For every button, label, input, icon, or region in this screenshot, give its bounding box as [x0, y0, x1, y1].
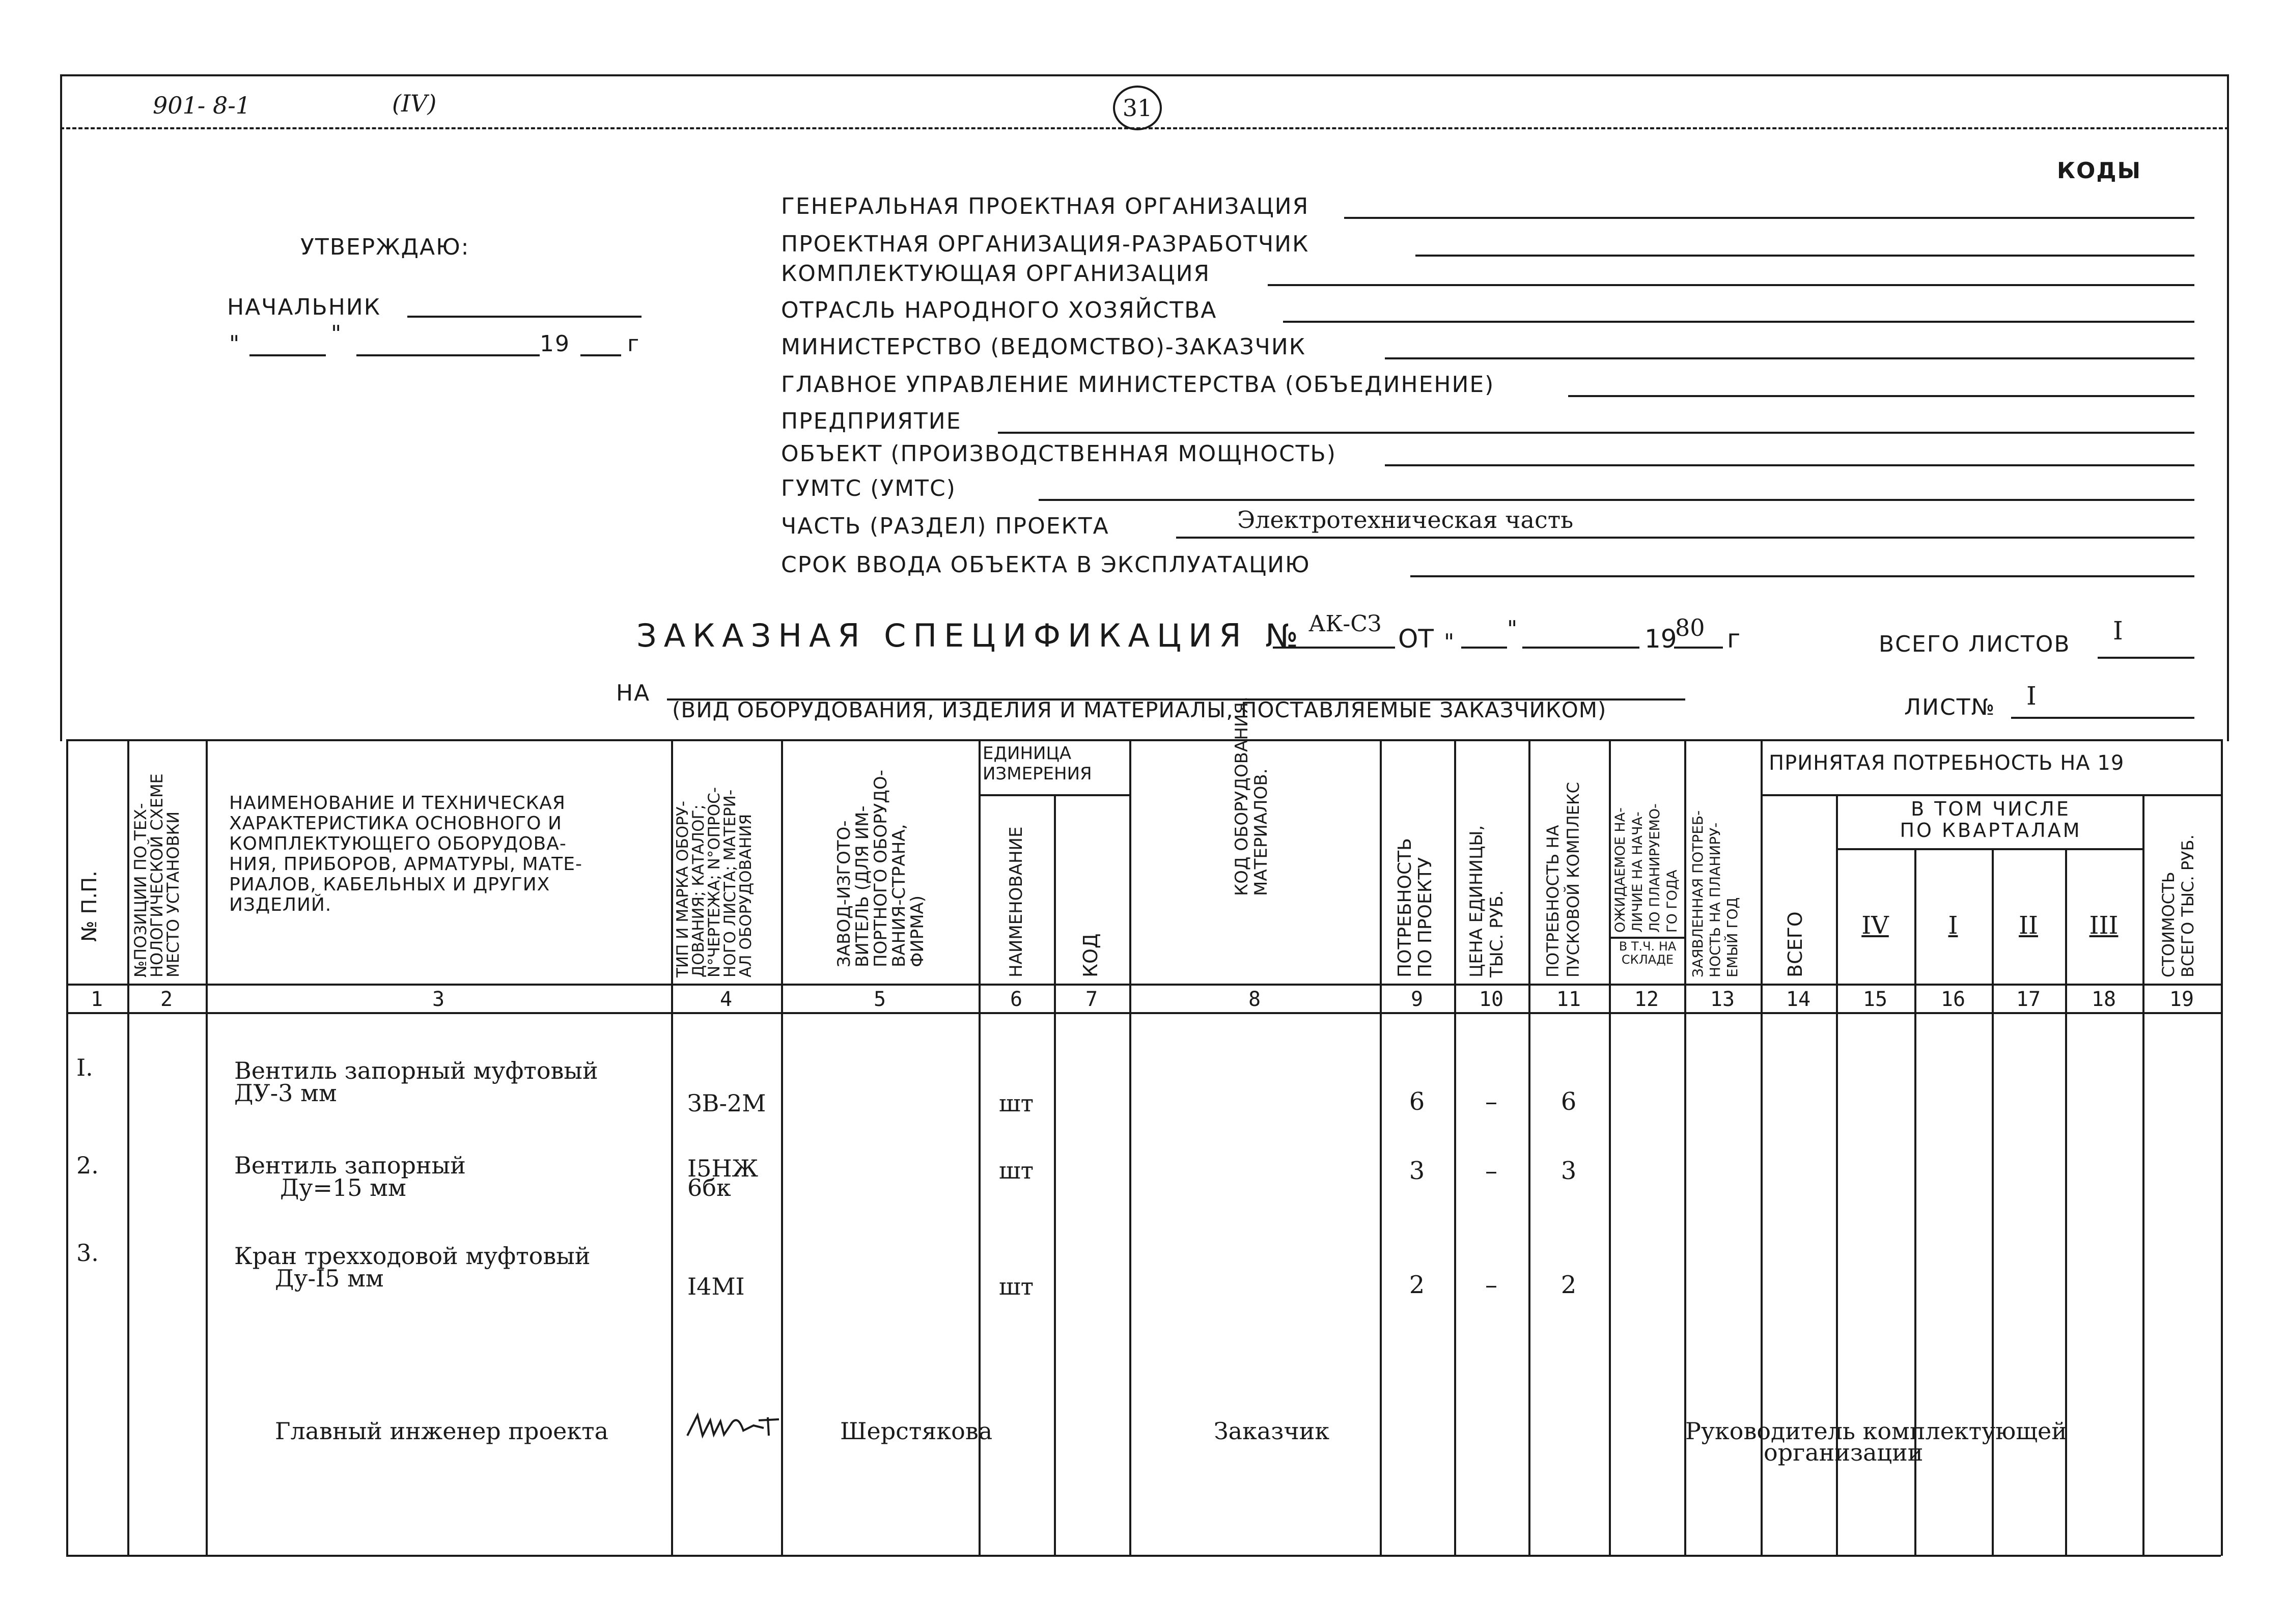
row-unit: шт: [998, 1273, 1034, 1300]
col-header-unit: ЕДИНИЦА ИЗМЕРЕНИЯ: [983, 743, 1092, 784]
col-header-12: ОЖИДАЕМОЕ НА- ЛИЧИЕ НА НАЧА- ЛО ПЛАНИРУЕМО- ГО ГОДА: [1612, 803, 1680, 933]
volume-code: (IV): [392, 90, 437, 117]
field-general-org-label: ГЕНЕРАЛЬНАЯ ПРОЕКТНАЯ ОРГАНИЗАЦИЯ: [781, 193, 1309, 219]
row-type-line2: 6бк: [687, 1174, 731, 1201]
col-number: 19: [2169, 988, 2194, 1011]
field-commission-label: СРОК ВВОДА ОБЪЕКТА В ЭКСПЛУАТАЦИЮ: [781, 552, 1311, 578]
signature-name: Шерстякова: [840, 1417, 993, 1445]
row-number: I.: [76, 1054, 93, 1081]
row-need: 3: [1409, 1157, 1425, 1185]
col-header-11: ПОТРЕБНОСТЬ НА ПУСКОВОЙ КОМПЛЕКС: [1543, 782, 1583, 977]
field-object-line: [1385, 464, 2194, 466]
page-number: 31: [1113, 86, 1162, 130]
chief-label: НАЧАЛЬНИК: [227, 294, 381, 320]
col-header-14: ВСЕГО: [1784, 911, 1806, 977]
signature-scribble: [682, 1410, 820, 1446]
col-number: 2: [160, 988, 173, 1011]
col-line-10: [1528, 739, 1530, 1556]
field-enterprise-label: ПРЕДПРИЯТИЕ: [781, 408, 962, 434]
col-line-11: [1609, 739, 1611, 1556]
supply-head-line1: Руководитель комплектующей: [1685, 1417, 2067, 1445]
field-industry-label: ОТРАСЛЬ НАРОДНОГО ХОЗЯЙСТВА: [781, 297, 1217, 323]
col-header-13: ЗАЯВЛЕННАЯ ПОТРЕБ- НОСТЬ НА ПЛАНИРУ- ЕМЫЙ ГОД: [1689, 810, 1741, 977]
approve-label: УТВЕРЖДАЮ:: [300, 234, 470, 260]
col-header-4: ТИП И МАРКА ОБОРУ- ДОВАНИЯ; КАТАЛОГ; N°ЧЕРТЕЖА; N°ОПРОС- НОГО ЛИСТА; МАТЕРИ- АЛ ОБОРУДОВАНИЯ: [674, 787, 755, 977]
col-header-9: ПОТРЕБНОСТЬ ПО ПРОЕКТУ: [1395, 838, 1436, 977]
col-number: 4: [719, 988, 733, 1011]
col-number: 16: [1940, 988, 1966, 1011]
col-header-6: НАИМЕНОВАНИЕ: [1006, 826, 1026, 977]
col-header-12-sub: В Т.Ч. НА СКЛАДЕ: [1619, 939, 1677, 967]
table-numbers-bottom: [66, 1012, 2221, 1014]
col-header-19: СТОИМОСТЬ ВСЕГО ТЫС. РУБ.: [2159, 834, 2197, 977]
field-commission-line: [1410, 575, 2194, 577]
spec-year: 80: [1675, 614, 1705, 641]
field-project-part-line: [1176, 537, 2194, 539]
col-number: 10: [1479, 988, 1504, 1011]
col-header-15: I: [1948, 911, 1958, 940]
spec-title: ЗАКАЗНАЯ СПЕЦИФИКАЦИЯ №: [636, 617, 1305, 654]
stock-divider: [1609, 937, 1684, 939]
row-unit: шт: [998, 1089, 1034, 1117]
field-object-label: ОБЪЕКТ (ПРОИЗВОДСТВЕННАЯ МОЩНОСТЬ): [781, 441, 1336, 467]
field-supply-org-label: КОМПЛЕКТУЮЩАЯ ОРГАНИЗАЦИЯ: [781, 261, 1211, 287]
field-gumts-line: [1039, 499, 2194, 501]
total-sheets-value: I: [2113, 616, 2123, 646]
codes-label: КОДЫ: [2057, 158, 2142, 184]
col-header-16: II: [2019, 911, 2038, 940]
date-year-line: [580, 354, 621, 356]
field-industry-line: [1283, 321, 2194, 323]
table-header-bottom: [66, 984, 2221, 986]
col-number: 12: [1634, 988, 1659, 1011]
row-number: 3.: [76, 1239, 99, 1267]
col-line-9: [1454, 739, 1456, 1556]
row-name-line2: Ду=15 мм: [280, 1174, 406, 1201]
spec-quote-close: ": [1507, 616, 1518, 642]
col-header-17: III: [2089, 911, 2119, 940]
frame-left-upper: [60, 74, 62, 741]
frame-right-upper: [2227, 74, 2229, 741]
field-ministry-label: МИНИСТЕРСТВО (ВЕДОМСТВО)-ЗАКАЗЧИК: [781, 334, 1306, 360]
row-need: 6: [1409, 1087, 1425, 1116]
spec-month-line: [1522, 647, 1639, 649]
row-name-line1: Вентиль запорный: [234, 1152, 466, 1179]
spec-year-line: [1674, 647, 1723, 649]
table-top-border: [66, 739, 2221, 741]
col-number: 7: [1085, 988, 1098, 1011]
col-header-7: КОД: [1079, 933, 1102, 977]
col-line-2: [206, 739, 208, 1556]
chief-engineer-label: Главный инженер проекта: [275, 1417, 609, 1445]
row-name-line2: Ду-I5 мм: [275, 1265, 384, 1292]
col-line-18: [2142, 794, 2144, 1556]
field-gumts-label: ГУМТС (УМТС): [781, 475, 956, 501]
row-type: I4МI: [687, 1273, 745, 1300]
date-quote-open: ": [229, 331, 241, 357]
col-header-2: №ПОЗИЦИИ ПО ТЕХ- НОЛОГИЧЕСКОЙ СХЕМЕ МЕСТО УСТАНОВКИ: [131, 773, 183, 977]
chief-line: [407, 316, 642, 318]
col-number: 11: [1556, 988, 1581, 1011]
col-line-16: [1992, 848, 1994, 1556]
row-number: 2.: [76, 1152, 99, 1179]
col-line-1: [127, 739, 129, 1556]
date-year-suffix: г: [627, 331, 640, 357]
col-number: 9: [1410, 988, 1424, 1011]
frame-top: [60, 74, 2229, 76]
date-quote-close: ": [331, 321, 343, 347]
col-header-18: IV: [1861, 911, 1889, 940]
col-line-17: [2065, 848, 2067, 1556]
col-header-3: НАИМЕНОВАНИЕ И ТЕХНИЧЕСКАЯ ХАРАКТЕРИСТИКА ОСНОВНОГО И КОМПЛЕКТУЮЩЕГО ОБОРУДОВА- НИЯ, ПРИБОРОВ, АРМАТУРЫ, МАТЕ- РИАЛОВ, КАБЕЛЬНЫХ И ДРУГИХ ИЗДЕЛИЙ.: [229, 793, 582, 915]
col-header-8: КОД ОБОРУДОВАНИЯ, МАТЕРИАЛОВ.: [1232, 696, 1271, 896]
quarters-divider: [1836, 848, 2142, 850]
row-name-line2: ДУ-3 мм: [234, 1079, 337, 1107]
spec-number: АК-СЗ: [1308, 611, 1382, 637]
col-number: 1: [90, 988, 103, 1011]
field-project-part-label: ЧАСТЬ (РАЗДЕЛ) ПРОЕКТА: [781, 513, 1109, 539]
col-number: 13: [1710, 988, 1735, 1011]
field-project-part-value: Электротехническая часть: [1237, 506, 1574, 534]
spec-quote-open: ": [1444, 629, 1455, 655]
field-developer-org-label: ПРОЕКТНАЯ ОРГАНИЗАЦИЯ-РАЗРАБОТЧИК: [781, 231, 1309, 257]
col-line-19: [2221, 739, 2223, 1556]
row-price: –: [1485, 1271, 1497, 1299]
col-number: 5: [873, 988, 886, 1011]
field-enterprise-line: [998, 432, 2194, 434]
sheet-value: I: [2026, 681, 2037, 711]
date-day-line: [249, 354, 326, 356]
row-name-line1: Кран трехходовой муфтовый: [234, 1242, 591, 1270]
col-header-accepted: ПРИНЯТАЯ ПОТРЕБНОСТЬ НА 19: [1769, 751, 2125, 775]
table-bottom-border: [66, 1555, 2221, 1557]
col-number: 17: [2016, 988, 2041, 1011]
col-line-6: [1054, 794, 1056, 1556]
row-unit: шт: [998, 1157, 1034, 1184]
col-line-7: [1129, 739, 1131, 1556]
row-price: –: [1485, 1157, 1497, 1185]
row-type: I5НЖ: [687, 1155, 759, 1182]
field-main-dept-line: [1568, 395, 2194, 397]
row-type: ЗВ-2М: [687, 1089, 766, 1117]
row-name-line1: Вентиль запорный муфтовый: [234, 1057, 598, 1084]
field-developer-org-line: [1415, 255, 2194, 257]
field-supply-org-line: [1268, 284, 2194, 286]
row-start-need: 6: [1561, 1087, 1577, 1116]
date-month-line: [356, 354, 540, 356]
spec-day-line: [1461, 647, 1507, 649]
total-sheets-line: [2098, 657, 2194, 659]
sheet-label: ЛИСТ№: [1904, 694, 1996, 720]
col-number: 14: [1786, 988, 1811, 1011]
spec-on-hint: (ВИД ОБОРУДОВАНИЯ, ИЗДЕЛИЯ И МАТЕРИАЛЫ, ПОСТАВЛЯЕМЫЕ ЗАКАЗЧИКОМ): [672, 697, 1607, 722]
spec-from: ОТ: [1398, 624, 1434, 654]
col-header-quarters: В ТОМ ЧИСЛЕ ПО КВАРТАЛАМ: [1900, 798, 2082, 842]
col-number: 8: [1248, 988, 1261, 1011]
accepted-group-divider: [1761, 794, 2221, 796]
total-sheets-label: ВСЕГО ЛИСТОВ: [1879, 631, 2071, 657]
field-ministry-line: [1385, 357, 2194, 359]
col-header-1: № П.П.: [78, 871, 101, 942]
col-header-5: ЗАВОД-ИЗГОТО- ВИТЕЛЬ (ДЛЯ ИМ- ПОРТНОГО ОБОРУДО- ВАНИЯ-СТРАНА, ФИРМА): [834, 770, 928, 967]
col-header-10: ЦЕНА ЕДИНИЦЫ, ТЫС. РУБ.: [1466, 825, 1507, 977]
unit-group-divider: [979, 794, 1129, 796]
customer-label: Заказчик: [1214, 1417, 1330, 1445]
col-number: 6: [1010, 988, 1023, 1011]
row-need: 2: [1409, 1271, 1425, 1299]
date-year-prefix: 19: [540, 331, 570, 357]
spec-year-prefix: 19: [1645, 624, 1677, 654]
col-line-3: [671, 739, 673, 1556]
sheet-line: [2011, 717, 2194, 719]
supply-head-line2: организации: [1764, 1439, 1924, 1466]
col-number: 18: [2091, 988, 2116, 1011]
spec-year-suffix: г: [1727, 624, 1741, 654]
spec-on-label: НА: [616, 680, 651, 706]
series-code: 901- 8-1: [153, 92, 251, 119]
spec-number-line: [1273, 647, 1395, 649]
row-start-need: 2: [1561, 1271, 1577, 1299]
field-main-dept-label: ГЛАВНОЕ УПРАВЛЕНИЕ МИНИСТЕРСТВА (ОБЪЕДИНЕНИЕ): [781, 372, 1495, 398]
col-line-0: [66, 739, 68, 1556]
row-start-need: 3: [1561, 1157, 1577, 1185]
col-line-8: [1380, 739, 1382, 1556]
col-number: 3: [432, 988, 445, 1011]
row-price: –: [1485, 1087, 1497, 1116]
field-general-org-line: [1344, 217, 2194, 219]
col-number: 15: [1862, 988, 1888, 1011]
